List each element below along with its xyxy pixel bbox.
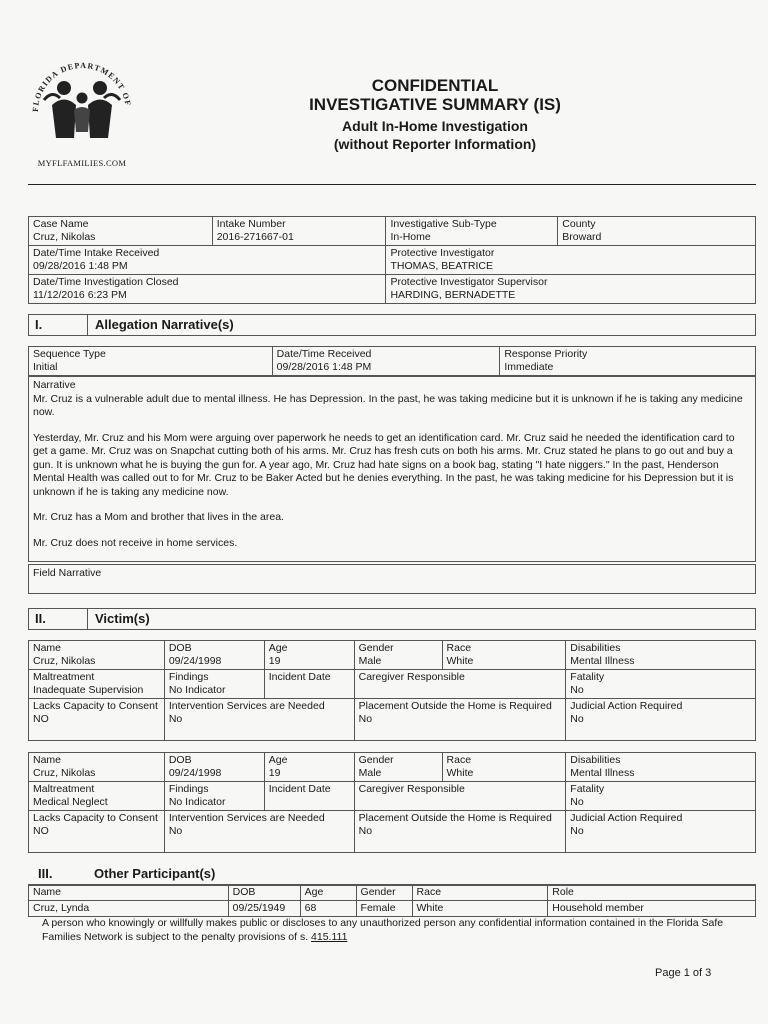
victim-findings-value: No Indicator — [168, 684, 226, 696]
victim-maltreatment-label: Maltreatment — [33, 783, 95, 795]
victim-findings-label: Findings — [168, 783, 209, 795]
sub-type-cell — [386, 217, 558, 246]
case-name-value: Cruz, Nikolas — [33, 231, 96, 243]
victim-age-value: 19 — [268, 767, 281, 779]
victim-judicial-label: Judicial Action Required — [570, 812, 683, 824]
sequence-type-cell — [29, 347, 273, 376]
victim-fatality-cell — [566, 782, 756, 811]
victim-age-cell — [264, 753, 354, 782]
victim-intervention-cell — [164, 699, 354, 741]
victim-disabilities-label: Disabilities — [570, 642, 621, 654]
victim-caregiver-label: Caregiver Responsible — [358, 783, 465, 795]
participant-col-role: Role — [548, 885, 756, 901]
victim-incident-date-cell — [264, 670, 354, 699]
victim-maltreatment-cell — [29, 782, 165, 811]
victim-findings-cell — [164, 782, 264, 811]
participant-role: Household member — [548, 901, 756, 917]
section-participants-title: Other Participant(s) — [94, 866, 216, 881]
victim-intervention-label: Intervention Services are Needed — [168, 812, 325, 824]
victim-dob-cell — [164, 641, 264, 670]
victim-placement-cell — [354, 811, 566, 853]
victim-placement-label: Placement Outside the Home is Required — [358, 700, 552, 712]
victim-name-value: Cruz, Nikolas — [33, 767, 96, 779]
victim-findings-value: No Indicator — [168, 796, 226, 808]
confidentiality-notice — [42, 916, 732, 944]
victim-lacks-capacity-value: NO — [33, 825, 49, 837]
response-priority-cell — [500, 347, 756, 376]
sequence-type-value: Initial — [33, 361, 58, 373]
participant-col-dob: DOB — [228, 885, 300, 901]
response-priority-value: Immediate — [504, 361, 554, 373]
intake-received-cell — [29, 246, 386, 275]
supervisor-value: HARDING, BERNADETTE — [390, 289, 516, 301]
victim-dob-value: 09/24/1998 — [168, 767, 222, 779]
section-divider — [87, 315, 88, 335]
investigation-closed-cell — [29, 275, 386, 304]
confidentiality-notice-text: A person who knowingly or willfully makes public or discloses to any unauthorized person any confidential information contained in the Florida Safe Families Network is subject to the penalty provisions of s. — [42, 917, 724, 943]
allegation-sequence-table — [28, 346, 756, 376]
narrative-paragraph-4: Mr. Cruz does not receive in home services. — [33, 536, 238, 549]
participant-name: Cruz, Lynda — [29, 901, 229, 917]
victim-judicial-value: No — [570, 713, 584, 725]
section-participants-header — [28, 864, 756, 886]
victim-dob-label: DOB — [168, 754, 192, 766]
victim-disabilities-cell — [566, 641, 756, 670]
victim-intervention-value: No — [168, 825, 183, 837]
investigator-label: Protective Investigator — [390, 247, 495, 259]
sub-type-label: Investigative Sub-Type — [390, 218, 497, 230]
victim-race-label: Race — [446, 642, 472, 654]
section-victims-title: Victim(s) — [95, 611, 150, 626]
section-victims-number: II. — [35, 611, 46, 626]
participant-race: White — [412, 901, 548, 917]
participant-col-age: Age — [300, 885, 356, 901]
victim-incident-date-label: Incident Date — [268, 783, 331, 795]
section-victims-header — [28, 608, 756, 630]
title-investigation-type: Adult In-Home Investigation — [342, 118, 528, 134]
narrative-paragraph-2: Yesterday, Mr. Cruz and his Mom were arguing over paperwork he needs to get an identification card. Mr. Cruz said he needed the identification card to get a game. Mr. Cruz was on Snapchat cutting both of his arms. Mr. Cruz has fresh cuts on both his arms. Mr. Cruz stated he plans to go out and buy a gun. It is unknown what he is buying the gun for. A year ago, Mr. Cruz had hate signs on a book bag, stating "I hate niggers." In the past, Henderson Mental Health was called out to for Mr. Cruz to be Baker Acted but he denies everything. In the past, he was taking medicine for his Depression but it is unknown if he is taking any medicine now. — [33, 431, 735, 498]
victim-race-cell — [442, 753, 566, 782]
participants-table — [28, 884, 756, 917]
victim-name-value: Cruz, Nikolas — [33, 655, 96, 667]
narrative-label: Narrative — [33, 379, 76, 391]
victim-placement-value: No — [358, 825, 373, 837]
county-label: County — [562, 218, 596, 230]
victim-dob-label: DOB — [168, 642, 192, 654]
victim-lacks-capacity-value: NO — [33, 713, 49, 725]
case-info-table — [28, 216, 756, 304]
victim-fatality-cell — [566, 670, 756, 699]
victim-name-cell — [29, 753, 165, 782]
victim-maltreatment-value: Inadequate Supervision — [33, 684, 144, 696]
victim-age-value: 19 — [268, 655, 281, 667]
case-name-cell — [29, 217, 213, 246]
victim-disabilities-value: Mental Illness — [570, 655, 635, 667]
victim-caregiver-label: Caregiver Responsible — [358, 671, 465, 683]
victim-disabilities-cell — [566, 753, 756, 782]
sequence-type-label: Sequence Type — [33, 348, 106, 360]
victim-fatality-label: Fatality — [570, 783, 605, 795]
victim-lacks-capacity-label: Lacks Capacity to Consent — [33, 812, 158, 824]
field-narrative-box — [28, 564, 756, 594]
victim-dob-cell — [164, 753, 264, 782]
participant-col-name: Name — [29, 885, 229, 901]
intake-number-cell — [212, 217, 386, 246]
participant-col-race: Race — [412, 885, 548, 901]
county-value: Broward — [562, 231, 602, 243]
victim-gender-value: Male — [358, 655, 382, 667]
victim-lacks-capacity-label: Lacks Capacity to Consent — [33, 700, 158, 712]
table-row — [29, 901, 756, 917]
victim-caregiver-cell — [354, 670, 566, 699]
section-allegation-header — [28, 314, 756, 336]
intake-received-label: Date/Time Intake Received — [33, 247, 160, 259]
county-cell — [558, 217, 756, 246]
victim-disabilities-value: Mental Illness — [570, 767, 635, 779]
victim-name-label: Name — [33, 754, 62, 766]
investigation-closed-value: 11/12/2016 6:23 PM — [33, 289, 127, 301]
victim-maltreatment-cell — [29, 670, 165, 699]
intake-number-value: 2016-271667-01 — [216, 231, 294, 243]
victim-gender-cell — [354, 641, 442, 670]
victim-race-label: Race — [446, 754, 472, 766]
victim-lacks-capacity-cell — [29, 811, 165, 853]
victim-race-value: White — [446, 655, 474, 667]
logo-website-text: MYFLFAMILIES.COM — [37, 158, 127, 168]
victim-placement-value: No — [358, 713, 373, 725]
section-participants-number: III. — [38, 866, 53, 881]
victim-fatality-label: Fatality — [570, 671, 605, 683]
field-narrative-label: Field Narrative — [33, 567, 102, 579]
sub-type-value: In-Home — [390, 231, 431, 243]
victim-name-label: Name — [33, 642, 62, 654]
response-priority-label: Response Priority — [504, 348, 588, 360]
victim-judicial-label: Judicial Action Required — [570, 700, 683, 712]
victim-findings-label: Findings — [168, 671, 209, 683]
case-name-label: Case Name — [33, 218, 89, 230]
victim-age-label: Age — [268, 642, 288, 654]
victim-judicial-cell — [566, 699, 756, 741]
narrative-box — [28, 376, 756, 562]
victim-maltreatment-value: Medical Neglect — [33, 796, 108, 808]
intake-number-label: Intake Number — [216, 218, 286, 230]
victim-gender-label: Gender — [358, 642, 394, 654]
supervisor-label: Protective Investigator Supervisor — [390, 276, 548, 288]
investigator-cell — [386, 246, 756, 275]
header-divider — [28, 184, 756, 185]
section-divider — [87, 609, 88, 629]
victim-gender-value: Male — [358, 767, 382, 779]
svg-text:FLORIDA DEPARTMENT OF CHILDREN — [22, 50, 133, 112]
victim-judicial-cell — [566, 811, 756, 853]
investigation-closed-label: Date/Time Investigation Closed — [33, 276, 179, 288]
victim-incident-date-label: Incident Date — [268, 671, 331, 683]
victim-placement-cell — [354, 699, 566, 741]
narrative-paragraph-3: Mr. Cruz has a Mom and brother that lives in the area. — [33, 511, 284, 523]
victim-intervention-value: No — [168, 713, 183, 725]
victim-incident-date-cell — [264, 782, 354, 811]
document-title-block — [270, 76, 600, 153]
victim-age-cell — [264, 641, 354, 670]
victim-placement-label: Placement Outside the Home is Required — [358, 812, 552, 824]
intake-received-value: 09/28/2016 1:48 PM — [33, 260, 128, 272]
victim-fatality-value: No — [570, 684, 584, 696]
victim-table-2 — [28, 752, 756, 853]
victim-maltreatment-label: Maltreatment — [33, 671, 95, 683]
victim-intervention-label: Intervention Services are Needed — [168, 700, 325, 712]
victim-judicial-value: No — [570, 825, 584, 837]
participant-col-gender: Gender — [356, 885, 412, 901]
title-reporter-note: (without Reporter Information) — [333, 136, 537, 152]
supervisor-cell — [386, 275, 756, 304]
victim-table-1 — [28, 640, 756, 741]
victim-lacks-capacity-cell — [29, 699, 165, 741]
victim-name-cell — [29, 641, 165, 670]
page-number: Page 1 of 3 — [655, 967, 712, 979]
victim-dob-value: 09/24/1998 — [168, 655, 222, 667]
family-logo-icon — [22, 50, 142, 158]
victim-race-value: White — [446, 767, 474, 779]
victim-gender-label: Gender — [358, 754, 394, 766]
victim-findings-cell — [164, 670, 264, 699]
investigator-value: THOMAS, BEATRICE — [390, 260, 493, 272]
title-summary: INVESTIGATIVE SUMMARY (IS) — [309, 95, 561, 114]
participant-age: 68 — [300, 901, 356, 917]
statute-reference: 415.111 — [311, 931, 348, 943]
section-allegation-number: I. — [35, 317, 43, 332]
narrative-paragraph-1: Mr. Cruz is a vulnerable adult due to mental illness. He has Depression. In the past, he was taking medicine but it is unknown if he is taking any medicine now. — [33, 392, 743, 418]
date-received-cell — [272, 347, 500, 376]
victim-intervention-cell — [164, 811, 354, 853]
victim-fatality-value: No — [570, 796, 584, 808]
logo-ring-text: FLORIDA DEPARTMENT OF — [30, 60, 133, 113]
section-allegation-title: Allegation Narrative(s) — [95, 317, 234, 332]
date-received-label: Date/Time Received — [276, 348, 372, 360]
victim-gender-cell — [354, 753, 442, 782]
victim-disabilities-label: Disabilities — [570, 754, 621, 766]
date-received-value: 09/28/2016 1:48 PM — [276, 361, 372, 373]
title-confidential: CONFIDENTIAL — [371, 76, 499, 95]
victim-race-cell — [442, 641, 566, 670]
dcf-logo — [22, 50, 142, 175]
participant-dob: 09/25/1949 — [228, 901, 300, 917]
victim-age-label: Age — [268, 754, 288, 766]
participant-gender: Female — [356, 901, 412, 917]
victim-caregiver-cell — [354, 782, 566, 811]
